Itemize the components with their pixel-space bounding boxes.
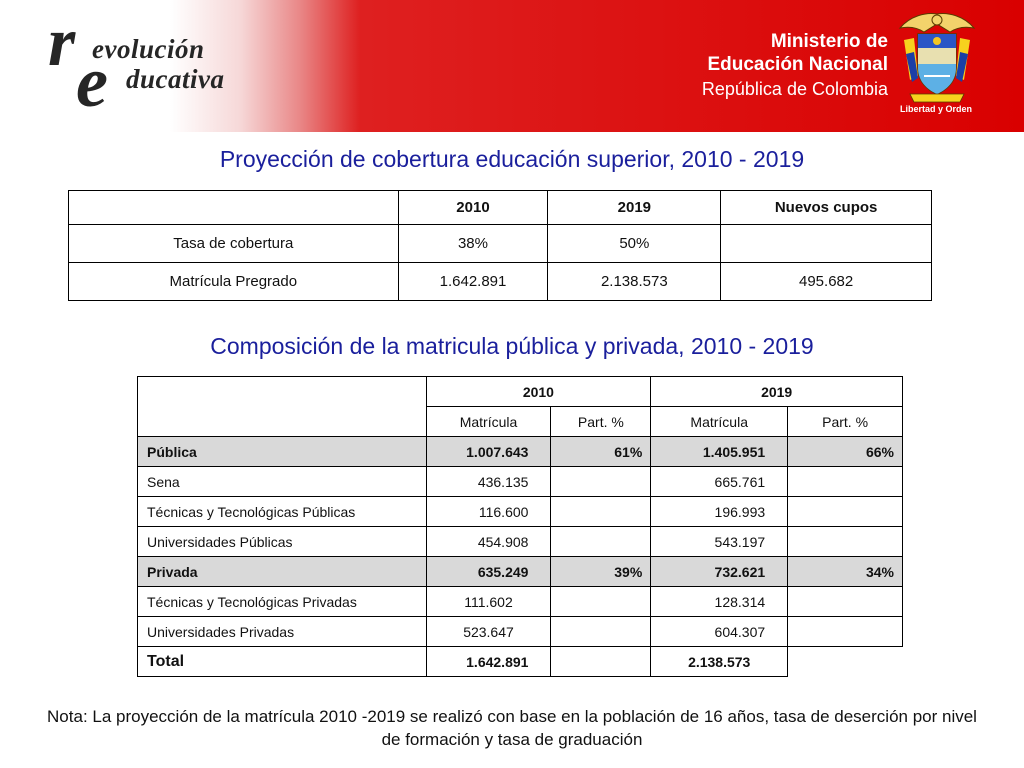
table-row-total (138, 647, 903, 677)
year-header-row (138, 377, 903, 407)
header-year-2019: 2019 (651, 377, 903, 407)
row-label: Técnicas y Tecnológicas Privadas (138, 587, 427, 617)
header-cell (69, 191, 399, 225)
table-row (138, 467, 903, 497)
row-label: Universidades Privadas (138, 617, 427, 647)
header-year-2010: 2010 (426, 377, 651, 407)
cell-matricula-2019: 543.197 (651, 527, 788, 557)
cell-part-2019 (788, 617, 903, 647)
row-label: Privada (138, 557, 427, 587)
header-matricula-2010: Matrícula (426, 407, 551, 437)
ministry-line-3: República de Colombia (701, 79, 888, 99)
enrollment-composition-table (137, 376, 903, 677)
table-row (138, 497, 903, 527)
row-label: Universidades Públicas (138, 527, 427, 557)
header-part-2010: Part. % (551, 407, 651, 437)
coverage-projection-table (68, 190, 932, 301)
logo-word-revolucion: evolución (92, 34, 205, 64)
cell-part-2019: 66% (788, 437, 903, 467)
cell-matricula-2010: 111.602 (426, 587, 551, 617)
table-row (138, 617, 903, 647)
cell-matricula-2010: 523.647 (426, 617, 551, 647)
header-empty-cell (138, 377, 427, 437)
enrollment-composition-title: Composición de la matricula pública y privada, 2010 - 2019 (210, 333, 814, 359)
cell-part-2019 (788, 587, 903, 617)
logo-word-educativa: ducativa (126, 64, 225, 94)
row-label-total: Total (138, 647, 427, 677)
cell-matricula-2010: 436.135 (426, 467, 551, 497)
footnote: Nota: La proyección de la matrícula 2010 -2019 se realizó con base en la población de 16 años, tasa de deserción por nivel de formación y tasa de graduación (47, 707, 977, 749)
cell-matricula-2010: 454.908 (426, 527, 551, 557)
revolucion-educativa-logo (48, 4, 278, 122)
cell-matricula-2019: 196.993 (651, 497, 788, 527)
colombia-coat-of-arms-icon (896, 10, 1006, 122)
cell-part-2010: 61% (551, 437, 651, 467)
table-row (138, 587, 903, 617)
cell-matricula-2019: 1.405.951 (651, 437, 788, 467)
cell-part-2019 (788, 497, 903, 527)
cell-part-2010 (551, 497, 651, 527)
header-matricula-2019: Matrícula (651, 407, 788, 437)
coverage-projection-title: Proyección de cobertura educación superior, 2010 - 2019 (219, 146, 805, 172)
cell-empty (788, 647, 903, 677)
cell-nuevos: 495.682 (721, 263, 932, 301)
cell-part-2010 (551, 527, 651, 557)
cell-matricula-2010: 116.600 (426, 497, 551, 527)
row-label: Pública (138, 437, 427, 467)
cell-matricula-2019: 604.307 (651, 617, 788, 647)
table-row (138, 527, 903, 557)
cell-nuevos (721, 225, 932, 263)
ministry-name (702, 30, 888, 101)
cell-part-2010: 39% (551, 557, 651, 587)
cell-part-2010 (551, 617, 651, 647)
row-label: Tasa de cobertura (69, 225, 399, 263)
cell-part-2019 (788, 467, 903, 497)
logo-r: r (48, 4, 76, 81)
cell-matricula-2010: 1.007.643 (426, 437, 551, 467)
cell-2010: 38% (398, 225, 548, 263)
row-label: Técnicas y Tecnológicas Públicas (138, 497, 427, 527)
table-row-publica (138, 437, 903, 467)
cell-matricula-2019: 128.314 (651, 587, 788, 617)
cell-2019: 2.138.573 (548, 263, 721, 301)
cell-total-2010: 1.642.891 (426, 647, 551, 677)
header-cell-2010: 2010 (398, 191, 548, 225)
header-cell-nuevos-cupos: Nuevos cupos (721, 191, 932, 225)
table-header-row (69, 191, 932, 225)
table-row (69, 263, 932, 301)
header-part-2019: Part. % (788, 407, 903, 437)
cell-matricula-2019: 665.761 (651, 467, 788, 497)
crest-graphic (896, 10, 978, 106)
cell-part-2010 (551, 467, 651, 497)
ministry-line-1: Ministerio de (770, 31, 888, 52)
header-cell-2019: 2019 (548, 191, 721, 225)
cell-part-2019: 34% (788, 557, 903, 587)
ministry-line-2: Educación Nacional (707, 54, 888, 75)
row-label: Matrícula Pregrado (69, 263, 399, 301)
cell-empty (551, 647, 651, 677)
cell-part-2019 (788, 527, 903, 557)
table-row (69, 225, 932, 263)
cell-matricula-2019: 732.621 (651, 557, 788, 587)
row-label: Sena (138, 467, 427, 497)
cell-part-2010 (551, 587, 651, 617)
cell-total-2019: 2.138.573 (651, 647, 788, 677)
table-row-privada (138, 557, 903, 587)
cell-2010: 1.642.891 (398, 263, 548, 301)
cell-2019: 50% (548, 225, 721, 263)
logo-e: e (76, 42, 108, 122)
crest-motto: Libertad y Orden (899, 104, 972, 114)
cell-matricula-2010: 635.249 (426, 557, 551, 587)
